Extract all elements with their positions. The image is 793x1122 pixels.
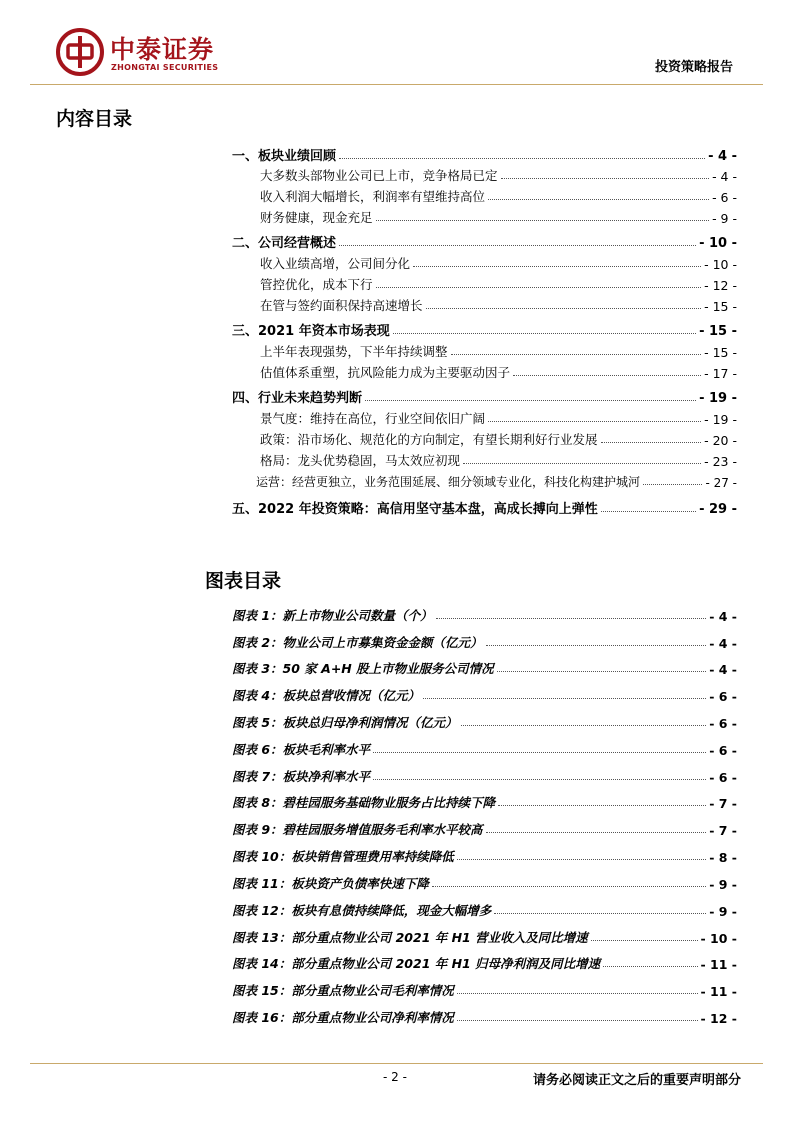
toc-entry[interactable] [260,164,737,184]
company-logo [56,26,246,80]
dot-leader [373,779,706,780]
toc-entry-text: 大多数头部物业公司已上市，竞争格局已定 [260,168,498,183]
toc-entry[interactable] [232,144,737,164]
figure-entry-page: - 4 - [709,609,737,624]
figure-entry-text: 图表 16：部分重点物业公司净利率情况 [232,1010,454,1025]
toc-entry[interactable] [232,231,737,251]
toc-entry-text: 五、2022 年投资策略：高信用坚守基本盘，高成长搏向上弹性 [232,502,598,517]
toc-entry-page: - 15 - [699,324,737,339]
toc-entry-page: - 10 - [704,257,737,272]
toc-entry-page: - 4 - [708,149,737,164]
toc-entry-page: - 27 - [705,476,737,490]
dot-leader [591,940,698,941]
toc-entry[interactable] [232,386,737,406]
toc-entry-text: 政策：沿市场化、规范化的方向制定，有望长期利好行业发展 [260,432,598,447]
figure-entry-text: 图表 15：部分重点物业公司毛利率情况 [232,983,454,998]
figure-entry-page: - 7 - [709,796,737,811]
dot-leader [365,400,696,401]
figure-entry-text: 图表 3：50 家 A+H 股上市物业服务公司情况 [232,661,494,676]
dot-leader [488,421,701,422]
toc-entry-page: - 17 - [704,366,737,381]
logo-text-en: ZHONGTAI SECURITIES [111,63,219,72]
toc-entry-text: 收入利润大幅增长，利润率有望维持高位 [260,189,486,204]
toc-entry-page: - 23 - [704,454,737,469]
figure-entry[interactable] [232,631,737,651]
toc-entry-page: - 12 - [704,278,737,293]
toc-entry-page: - 4 - [712,169,737,184]
toc-entry[interactable] [260,273,737,293]
dot-leader [436,618,707,619]
figure-entry-text: 图表 11：板块资产负债率快速下降 [232,876,429,891]
contents-title: 内容目录 [56,108,133,130]
figure-entry[interactable] [232,952,737,972]
dot-leader [339,245,696,246]
toc-entry[interactable] [260,449,737,469]
toc-entry[interactable] [260,294,737,314]
toc-entry[interactable] [232,319,737,339]
dot-leader [426,308,702,309]
toc-entry-text: 四、行业未来趋势判断 [232,391,363,406]
toc-entry-text: 财务健康，现金充足 [260,210,373,225]
figure-entry-text: 图表 4：板块总营收情况（亿元） [232,688,421,703]
dot-leader [393,333,696,334]
dot-leader [486,832,707,833]
page-number: - 2 - [383,1070,407,1084]
dot-leader [376,220,710,221]
toc-entry[interactable] [260,361,737,381]
figure-entry-page: - 6 - [709,689,737,704]
dot-leader [601,511,696,512]
dot-leader [376,287,702,288]
toc-entry-page: - 29 - [699,502,737,517]
logo-mark-icon [56,28,104,76]
dot-leader [457,1020,698,1021]
toc-entry-page: - 10 - [699,236,737,251]
figure-entry-text: 图表 9：碧桂园服务增值服务毛利率水平较高 [232,822,483,837]
figure-entry-page: - 6 - [709,716,737,731]
figure-entry-text: 图表 6：板块毛利率水平 [232,742,371,757]
figure-entry-page: - 4 - [709,636,737,651]
figure-entry-page: - 12 - [700,1011,737,1026]
footer-divider [30,1063,763,1064]
header-divider [30,84,763,85]
toc-entry-text: 一、板块业绩回顾 [232,149,337,164]
toc-entry-page: - 15 - [704,299,737,314]
figure-entry-page: - 9 - [709,877,737,892]
toc-entry[interactable] [260,252,737,272]
toc-entry-text: 收入业绩高增，公司间分化 [260,256,411,271]
figure-entry-text: 图表 10：板块销售管理费用率持续降低 [232,849,454,864]
figure-entry-text: 图表 14：部分重点物业公司 2021 年 H1 归母净利润及同比增速 [232,956,601,971]
toc-entry-page: - 15 - [704,345,737,360]
toc-entry-page: - 20 - [704,433,737,448]
toc-entry[interactable] [256,470,737,490]
dot-leader [488,199,709,200]
figure-entry-page: - 4 - [709,662,737,677]
figure-entry-text: 图表 7：板块净利率水平 [232,769,371,784]
toc-entry-page: - 19 - [704,412,737,427]
figure-entry-page: - 10 - [700,931,737,946]
figure-entry-text: 图表 12：板块有息债持续降低，现金大幅增多 [232,903,492,918]
toc-entry-text: 在管与签约面积保持高速增长 [260,298,423,313]
dot-leader [457,859,706,860]
figure-entry[interactable] [232,604,737,624]
dot-leader [486,645,707,646]
figure-entry[interactable] [232,818,737,838]
toc-entry-text: 格局：龙头优势稳固，马太效应初现 [260,453,461,468]
dot-leader [432,886,706,887]
figure-entry-page: - 7 - [709,823,737,838]
dot-leader [463,463,701,464]
dot-leader [451,354,702,355]
toc-entry-text: 三、2021 年资本市场表现 [232,324,390,339]
figures-title: 图表目录 [205,570,282,592]
figure-entry-text: 图表 2：物业公司上市募集资金金额（亿元） [232,635,483,650]
figure-entry[interactable] [232,899,737,919]
figure-entry-page: - 9 - [709,904,737,919]
figure-entry-page: - 11 - [700,984,737,999]
figure-entry[interactable] [232,926,737,946]
figure-entry-text: 图表 13：部分重点物业公司 2021 年 H1 营业收入及同比增速 [232,930,588,945]
toc-entry-page: - 19 - [699,391,737,406]
dot-leader [513,375,701,376]
figure-entry-page: - 8 - [709,850,737,865]
figure-entry[interactable] [232,845,737,865]
dot-leader [461,725,707,726]
dot-leader [494,913,706,914]
toc-entry-text: 上半年表现强势，下半年持续调整 [260,344,448,359]
toc-entry[interactable] [260,340,737,360]
toc-entry-text: 管控优化，成本下行 [260,277,373,292]
figure-entry[interactable] [232,791,737,811]
figure-entry[interactable] [232,979,737,999]
dot-leader [601,442,702,443]
dot-leader [423,698,706,699]
figure-entry[interactable] [232,684,737,704]
dot-leader [498,805,706,806]
disclaimer-note: 请务必阅读正文之后的重要声明部分 [532,1073,741,1088]
figure-entry-page: - 6 - [709,743,737,758]
toc-entry-text: 估值体系重塑，抗风险能力成为主要驱动因子 [260,365,511,380]
toc-entry[interactable] [260,428,737,448]
figure-entry[interactable] [232,1006,737,1026]
toc-entry[interactable] [232,497,737,517]
figure-entry-page: - 11 - [700,957,737,972]
logo-text-cn: 中泰证券 [110,35,215,64]
dot-leader [413,266,701,267]
figure-entry[interactable] [232,872,737,892]
dot-leader [457,993,698,994]
toc-entry-text: 景气度：维持在高位，行业空间依旧广阔 [260,411,486,426]
toc-entry-page: - 6 - [712,190,737,205]
dot-leader [643,484,702,485]
figure-entry[interactable] [232,657,737,677]
toc-entry-text: 运营：经营更独立，业务范围延展、细分领域专业化，科技化构建护城河 [256,475,641,489]
toc-entry-text: 二、公司经营概述 [232,236,337,251]
toc-entry[interactable] [260,407,737,427]
dot-leader [373,752,706,753]
dot-leader [501,178,710,179]
figure-entry-text: 图表 1：新上市物业公司数量（个） [232,608,433,623]
dot-leader [497,671,707,672]
dot-leader [339,158,705,159]
toc-entry-page: - 9 - [712,211,737,226]
figure-entry[interactable] [232,738,737,758]
toc-entry[interactable] [260,206,737,226]
dot-leader [603,966,697,967]
report-type: 投资策略报告 [654,60,733,75]
figure-entry[interactable] [232,765,737,785]
figure-entry-text: 图表 5：板块总归母净利润情况（亿元） [232,715,458,730]
toc-entry[interactable] [260,185,737,205]
figure-entry-page: - 6 - [709,770,737,785]
figure-entry[interactable] [232,711,737,731]
figure-entry-text: 图表 8：碧桂园服务基础物业服务占比持续下降 [232,795,496,810]
